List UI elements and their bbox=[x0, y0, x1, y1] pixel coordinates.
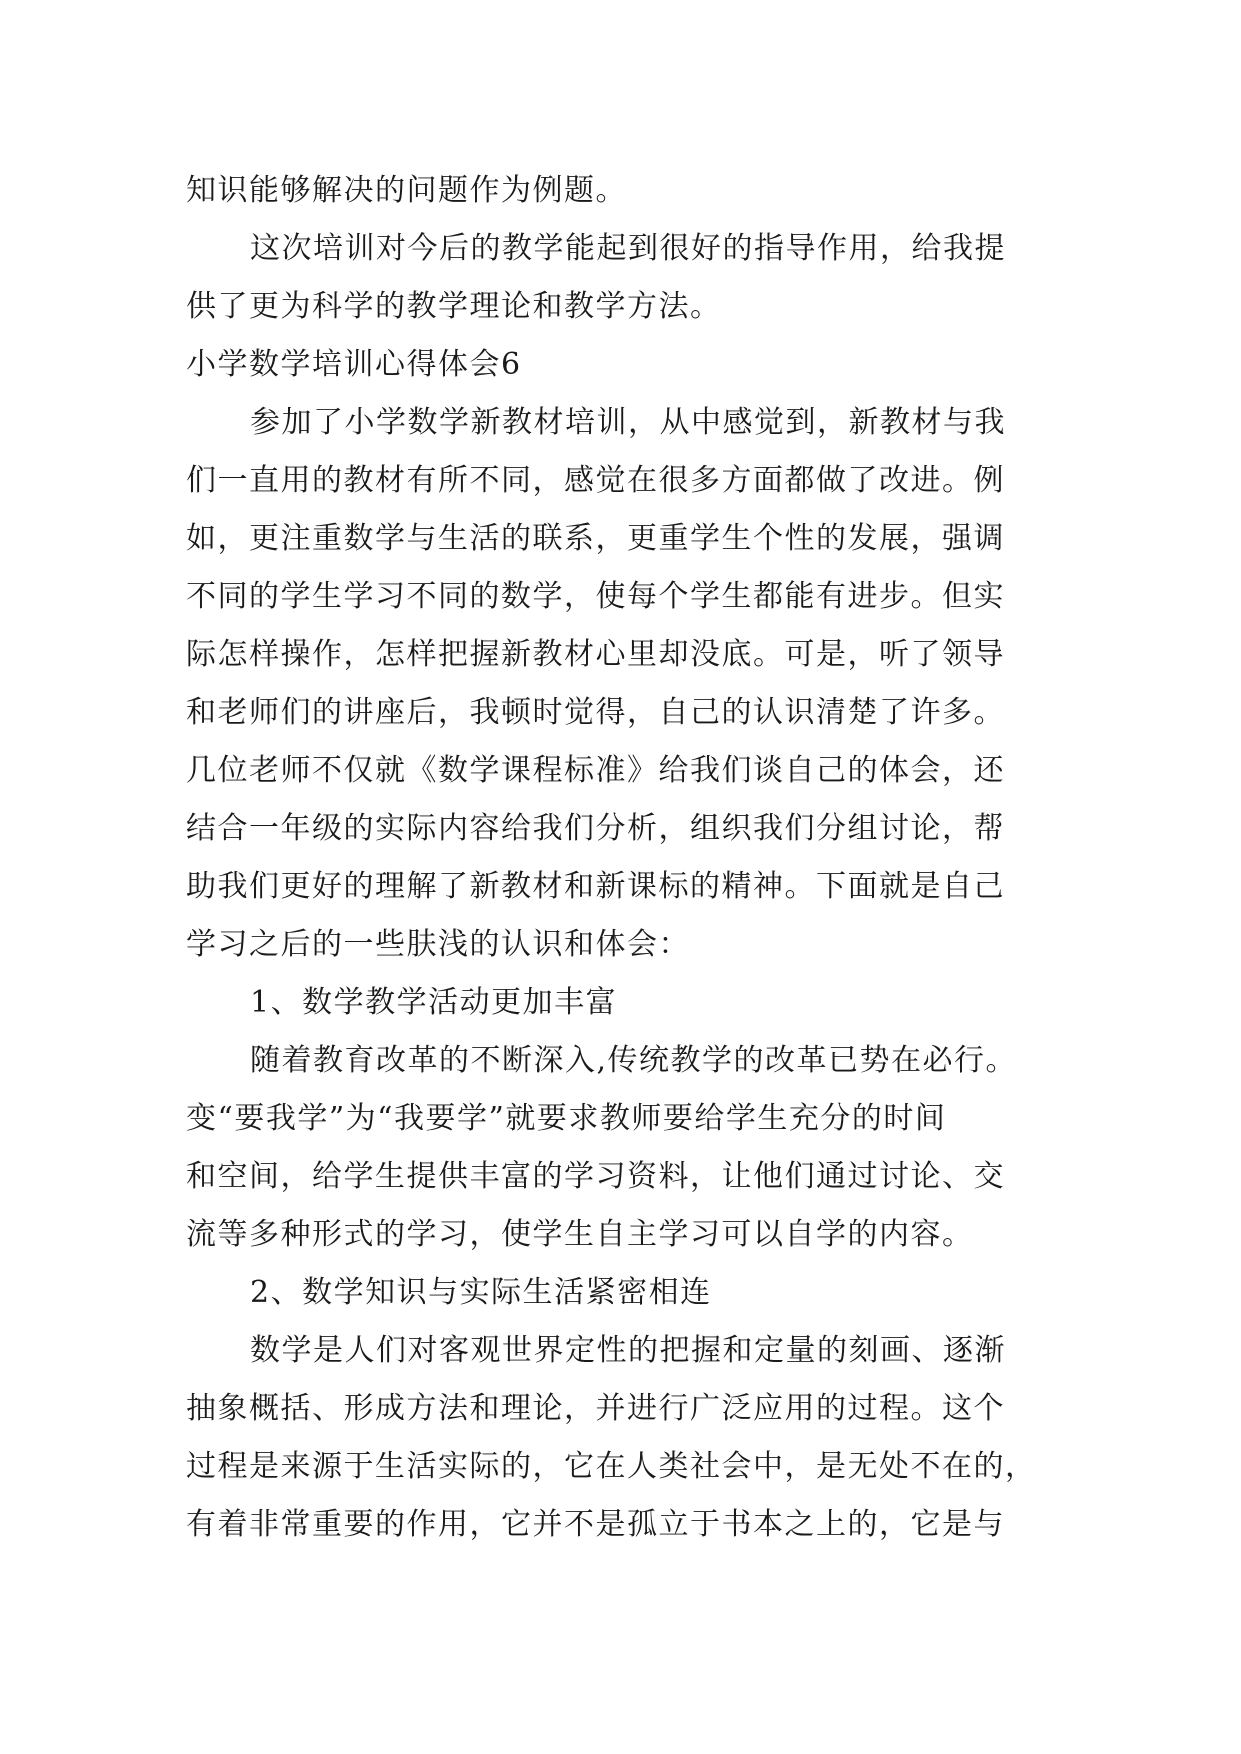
text-line: 有着非常重要的作用，它并不是孤立于书本之上的，它是与 bbox=[186, 1507, 1005, 1542]
paragraph-start: 随着教育改革的不断深入,传统教学的改革已势在必行。 bbox=[250, 1043, 1018, 1078]
text-line: 如，更注重数学与生活的联系，更重学生个性的发展，强调 bbox=[186, 521, 1005, 556]
text-line: 流等多种形式的学习，使学生自主学习可以自学的内容。 bbox=[186, 1217, 974, 1252]
section-heading: 小学数学培训心得体会6 bbox=[186, 347, 522, 382]
text-line: 过程是来源于生活实际的，它在人类社会中，是无处不在的， bbox=[186, 1449, 1037, 1484]
text-line: 供了更为科学的教学理论和教学方法。 bbox=[186, 289, 722, 324]
text-line: 助我们更好的理解了新教材和新课标的精神。下面就是自己 bbox=[186, 869, 1005, 904]
text-line: 知识能够解决的问题作为例题。 bbox=[186, 173, 627, 208]
text-line: 抽象概括、形成方法和理论，并进行广泛应用的过程。这个 bbox=[186, 1391, 1005, 1426]
text-line: 们一直用的教材有所不同，感觉在很多方面都做了改进。例 bbox=[186, 463, 1005, 498]
subheading: 2、数学知识与实际生活紧密相连 bbox=[250, 1275, 712, 1310]
paragraph-start: 参加了小学数学新教材培训，从中感觉到，新教材与我 bbox=[250, 405, 1006, 440]
subheading: 1、数学教学活动更加丰富 bbox=[250, 985, 618, 1020]
text-line: 不同的学生学习不同的数学，使每个学生都能有进步。但实 bbox=[186, 579, 1005, 614]
text-line: 结合一年级的实际内容给我们分析，组织我们分组讨论，帮 bbox=[186, 811, 1005, 846]
text-line: 几位老师不仅就《数学课程标准》给我们谈自己的体会，还 bbox=[186, 753, 1005, 788]
text-line: 和空间，给学生提供丰富的学习资料，让他们通过讨论、交 bbox=[186, 1159, 1005, 1194]
document-body bbox=[186, 162, 1054, 1554]
text-line: 学习之后的一些肤浅的认识和体会： bbox=[186, 927, 690, 962]
paragraph-start: 数学是人们对客观世界定性的把握和定量的刻画、逐渐 bbox=[250, 1333, 1006, 1368]
text-line: 际怎样操作，怎样把握新教材心里却没底。可是，听了领导 bbox=[186, 637, 1005, 672]
paragraph-start: 这次培训对今后的教学能起到很好的指导作用，给我提 bbox=[250, 231, 1006, 266]
text-line: 变“要我学”为“我要学”就要求教师要给学生充分的时间 bbox=[186, 1101, 947, 1136]
text-line: 和老师们的讲座后，我顿时觉得，自己的认识清楚了许多。 bbox=[186, 695, 1005, 730]
